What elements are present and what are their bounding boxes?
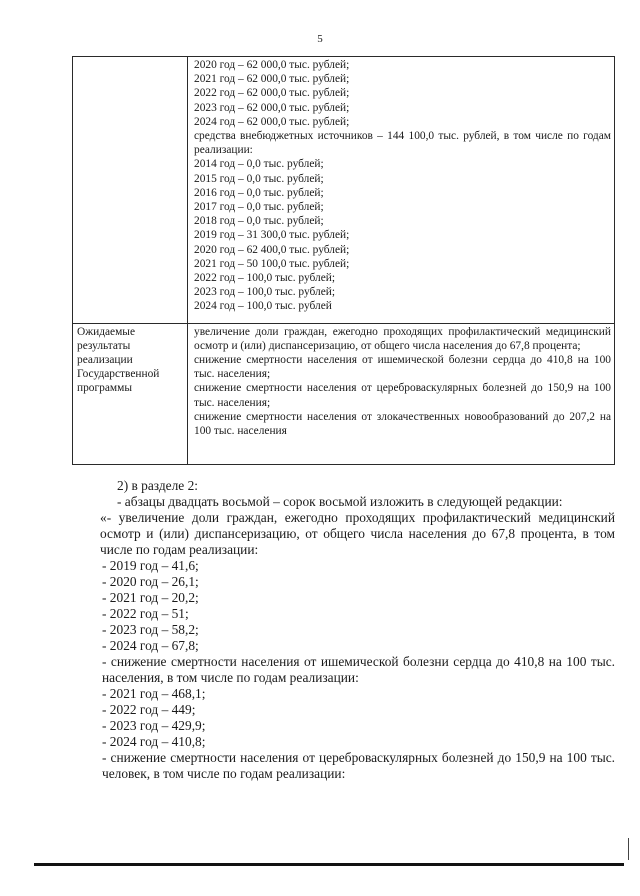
financing-line: 2020 год – 62 400,0 тыс. рублей; xyxy=(194,243,350,256)
financing-line: 2014 год – 0,0 тыс. рублей; xyxy=(194,158,324,171)
expected-results-cell xyxy=(188,323,615,464)
financing-line: 2017 год – 0,0 тыс. рублей; xyxy=(194,201,324,214)
list-item: - 2023 год – 429,9; xyxy=(102,718,206,733)
table-row-expected-results xyxy=(73,323,615,464)
financing-line: средства внебюджетных источников – 144 100,0 тыс. рублей, в том числе по годам реализации: xyxy=(194,130,611,157)
table-row-financing xyxy=(73,57,615,324)
financing-line: 2024 год – 62 000,0 тыс. рублей; xyxy=(194,115,350,128)
financing-line: 2019 год – 31 300,0 тыс. рублей; xyxy=(194,229,350,242)
list-item: - 2019 год – 41,6; xyxy=(102,558,199,573)
header-line: результаты xyxy=(77,339,131,352)
list-item: - 2024 год – 67,8; xyxy=(102,638,199,653)
table-cell-empty xyxy=(73,57,188,324)
financing-line: 2024 год – 100,0 тыс. рублей xyxy=(194,300,332,313)
financing-line: 2015 год – 0,0 тыс. рублей; xyxy=(194,172,324,185)
financing-line: 2021 год – 62 000,0 тыс. рублей; xyxy=(194,73,350,86)
financing-line: 2022 год – 62 000,0 тыс. рублей; xyxy=(194,87,350,100)
footer-rule xyxy=(34,863,624,866)
list-item: - 2023 год – 58,2; xyxy=(102,622,199,637)
financing-line: 2018 год – 0,0 тыс. рублей; xyxy=(194,215,324,228)
outcome-item: снижение смертности населения от ишемической болезни сердца до 410,8 на 100 тыс. населения; xyxy=(194,354,611,381)
instruction-line: - абзацы двадцать восьмой – сорок восьмой изложить в следующей редакции: xyxy=(117,494,563,509)
financing-cell xyxy=(188,57,615,324)
program-passport-table xyxy=(72,56,615,465)
financing-line: 2023 год – 100,0 тыс. рублей; xyxy=(194,286,336,299)
list-item: - 2021 год – 468,1; xyxy=(102,686,206,701)
page-number: 5 xyxy=(317,33,323,45)
expected-results-header-cell xyxy=(73,323,188,464)
financing-line: 2023 год – 62 000,0 тыс. рублей; xyxy=(194,101,350,114)
list-item: - 2020 год – 26,1; xyxy=(102,574,199,589)
outcome-item: увеличение доли граждан, ежегодно проходящих профилактический медицинский осмотр и (или) диспансеризацию, от общего числа населения до 67,8 процента; xyxy=(194,325,611,352)
section-heading: 2) в разделе 2: xyxy=(117,478,199,493)
paragraph: «- увеличение доли граждан, ежегодно проходящих профилактический медицинский осмотр и (или) диспансеризацию, от общего числа населения до 67,8 процента, в том числе по годам реализации: xyxy=(100,510,615,557)
list-item: - 2021 год – 20,2; xyxy=(102,590,199,605)
financing-line: 2022 год – 100,0 тыс. рублей; xyxy=(194,272,336,285)
list-item: - 2024 год – 410,8; xyxy=(102,734,206,749)
margin-mark xyxy=(628,838,629,860)
financing-line: 2020 год – 62 000,0 тыс. рублей; xyxy=(194,59,350,71)
list-item: - 2022 год – 449; xyxy=(102,702,196,717)
outcome-item: снижение смертности населения от цереброваскулярных болезней до 150,9 на 100 тыс. населения; xyxy=(194,382,611,409)
amendment-text xyxy=(72,478,615,782)
list-item: - 2022 год – 51; xyxy=(102,606,189,621)
header-line: программы xyxy=(77,382,132,395)
outcome-item: снижение смертности населения от злокачественных новообразований до 207,2 на 100 тыс. населения xyxy=(194,410,611,438)
header-line: реализации xyxy=(77,354,133,367)
paragraph: - снижение смертности населения от цереброваскулярных болезней до 150,9 на 100 тыс. человек, в том числе по годам реализации: xyxy=(102,750,615,781)
header-line: Ожидаемые xyxy=(77,325,136,338)
paragraph: - снижение смертности населения от ишемической болезни сердца до 410,8 на 100 тыс. населения, в том числе по годам реализации: xyxy=(102,654,615,685)
financing-line: 2021 год – 50 100,0 тыс. рублей; xyxy=(194,257,350,270)
header-line: Государственной xyxy=(77,368,160,381)
financing-line: 2016 год – 0,0 тыс. рублей; xyxy=(194,186,324,199)
